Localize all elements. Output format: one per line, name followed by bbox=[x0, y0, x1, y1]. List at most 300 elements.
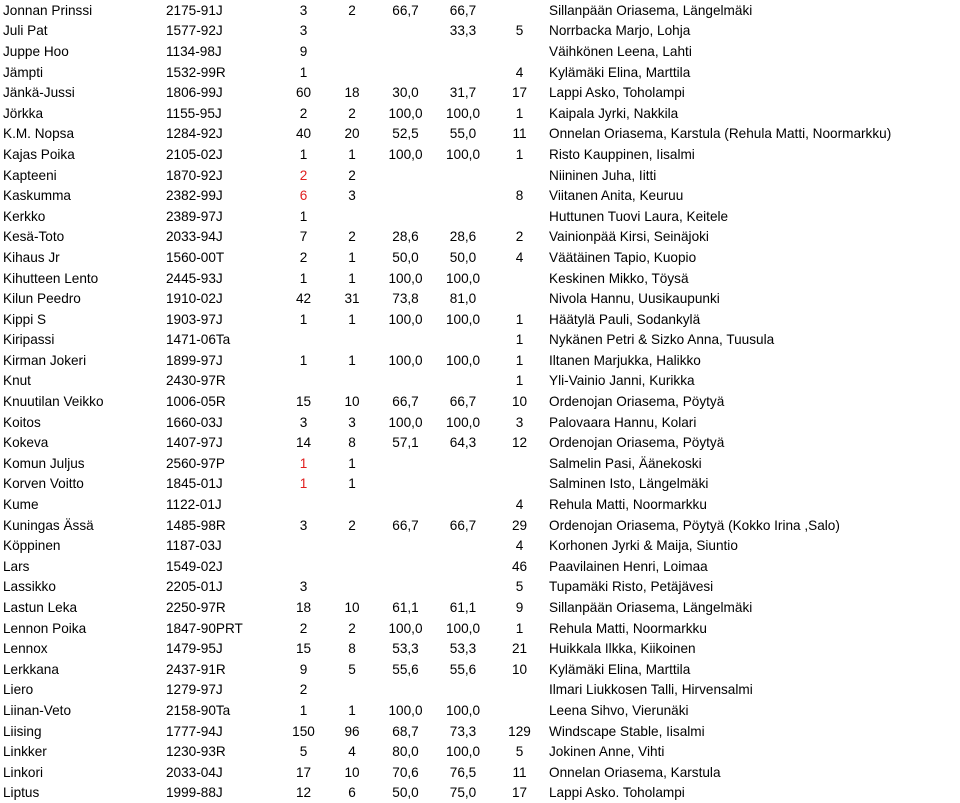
count-cell-3: 1 bbox=[515, 352, 524, 368]
registration-cell: 1187-03J bbox=[166, 538, 222, 554]
count-cell-3 bbox=[492, 474, 547, 495]
count-cell-2: 1 bbox=[348, 476, 356, 492]
owner-cell: Salmelin Pasi, Äänekoski bbox=[549, 455, 702, 471]
owner-cell: Nykänen Petri & Sizko Anna, Tuusula bbox=[549, 332, 775, 348]
percent-cell: 50,0 bbox=[392, 785, 419, 801]
registration-cell: 1134-98J bbox=[166, 43, 222, 59]
owner-cell: Ordenojan Oriasema, Pöytyä (Kokko Irina ,Salo) bbox=[549, 517, 840, 533]
owner-cell: Paavilainen Henri, Loimaa bbox=[549, 558, 708, 574]
count-cell: 1 bbox=[299, 455, 308, 471]
registration-cell: 2382-99J bbox=[166, 188, 223, 204]
count-cell-2: 1 bbox=[348, 249, 356, 265]
owner-cell: Palovaara Hannu, Kolari bbox=[549, 414, 697, 430]
registration-cell: 2033-04J bbox=[166, 764, 223, 780]
count-cell-3: 4 bbox=[515, 64, 524, 80]
horse-name-cell: Kaskumma bbox=[3, 188, 71, 204]
percent-cell-2: 55,6 bbox=[449, 661, 477, 677]
percent-cell: 100,0 bbox=[388, 270, 423, 286]
percent-cell-2: 100,0 bbox=[445, 702, 481, 718]
registration-cell: 1407-97J bbox=[166, 435, 223, 451]
table-row bbox=[0, 680, 960, 701]
percent-cell-2: 28,6 bbox=[449, 229, 477, 245]
registration-cell: 1899-97J bbox=[166, 352, 223, 368]
owner-cell: Ordenojan Oriasema, Pöytyä bbox=[549, 435, 725, 451]
table-row bbox=[0, 597, 960, 618]
percent-cell-2: 64,3 bbox=[449, 435, 477, 451]
count-cell-2 bbox=[327, 494, 377, 515]
table-row bbox=[0, 227, 960, 248]
horse-name-cell: Juli Pat bbox=[3, 23, 48, 39]
count-cell-3 bbox=[492, 700, 547, 721]
percent-cell bbox=[377, 556, 434, 577]
count-cell-3 bbox=[492, 41, 547, 62]
owner-cell: Korhonen Jyrki & Maija, Siuntio bbox=[549, 538, 738, 554]
registration-cell: 1806-99J bbox=[166, 85, 223, 101]
count-cell-3 bbox=[492, 268, 547, 289]
horse-name-cell: Jämpti bbox=[3, 64, 44, 80]
horse-name-cell: Jänkä-Jussi bbox=[3, 85, 75, 101]
percent-cell-2 bbox=[434, 371, 492, 392]
table-row bbox=[0, 453, 960, 474]
count-cell-2 bbox=[327, 577, 377, 598]
count-cell-3: 1 bbox=[515, 146, 524, 162]
count-cell-3: 3 bbox=[515, 414, 524, 430]
percent-cell bbox=[377, 535, 434, 556]
count-cell: 9 bbox=[299, 43, 308, 59]
count-cell: 15 bbox=[295, 394, 312, 410]
registration-cell: 2560-97P bbox=[166, 455, 225, 471]
registration-cell: 2430-97R bbox=[166, 373, 226, 389]
horse-name-cell: Kokeva bbox=[3, 435, 49, 451]
count-cell-2 bbox=[327, 371, 377, 392]
percent-cell-2: 100,0 bbox=[445, 744, 481, 760]
horse-name-cell: Knut bbox=[3, 373, 31, 389]
count-cell: 1 bbox=[299, 311, 308, 327]
count-cell-2 bbox=[327, 330, 377, 351]
owner-cell: Ilmari Liukkosen Talli, Hirvensalmi bbox=[549, 682, 753, 698]
percent-cell-2: 100,0 bbox=[445, 146, 481, 162]
owner-cell: Nivola Hannu, Uusikaupunki bbox=[549, 291, 720, 307]
table-row bbox=[0, 700, 960, 721]
count-cell-2: 10 bbox=[344, 394, 360, 410]
owner-cell: Tupamäki Risto, Petäjävesi bbox=[549, 579, 714, 595]
percent-cell-2: 55,0 bbox=[449, 126, 477, 142]
percent-cell-2: 100,0 bbox=[445, 414, 481, 430]
percent-cell-2: 53,3 bbox=[449, 641, 477, 657]
count-cell-3: 129 bbox=[508, 723, 531, 739]
percent-cell-2: 73,3 bbox=[449, 723, 477, 739]
count-cell-3: 10 bbox=[511, 394, 528, 410]
registration-cell: 2445-93J bbox=[166, 270, 223, 286]
percent-cell: 73,8 bbox=[392, 291, 419, 307]
registration-cell: 1577-92J bbox=[166, 23, 223, 39]
percent-cell-2 bbox=[434, 577, 492, 598]
horse-name-cell: Jörkka bbox=[3, 105, 44, 121]
count-cell-3: 1 bbox=[515, 332, 524, 348]
percent-cell-2: 50,0 bbox=[449, 249, 477, 265]
count-cell: 6 bbox=[299, 188, 308, 204]
percent-cell bbox=[377, 206, 434, 227]
count-cell-3: 5 bbox=[515, 744, 524, 760]
percent-cell: 52,5 bbox=[392, 126, 419, 142]
count-cell-2 bbox=[327, 535, 377, 556]
percent-cell-2: 75,0 bbox=[449, 785, 477, 801]
table-row bbox=[0, 185, 960, 206]
percent-cell-2 bbox=[434, 535, 492, 556]
table-row bbox=[0, 535, 960, 556]
count-cell: 2 bbox=[299, 249, 308, 265]
count-cell: 17 bbox=[295, 764, 312, 780]
table-row bbox=[0, 638, 960, 659]
owner-cell: Niininen Juha, Iitti bbox=[549, 167, 657, 183]
table-row bbox=[0, 432, 960, 453]
registration-cell: 1845-01J bbox=[166, 476, 223, 492]
table-row bbox=[0, 391, 960, 412]
horse-name-cell: Liinan-Veto bbox=[3, 702, 72, 718]
table-row bbox=[0, 165, 960, 186]
count-cell-3: 2 bbox=[515, 229, 524, 245]
table-row bbox=[0, 762, 960, 783]
count-cell-2: 5 bbox=[348, 661, 356, 677]
count-cell-2: 2 bbox=[348, 105, 356, 121]
horse-name-cell: Liero bbox=[3, 682, 34, 698]
horse-name-cell: Kihaus Jr bbox=[3, 249, 60, 265]
percent-cell bbox=[377, 41, 434, 62]
count-cell-2: 3 bbox=[348, 188, 356, 204]
horse-name-cell: Kajas Poika bbox=[3, 146, 75, 162]
count-cell-3: 5 bbox=[515, 579, 524, 595]
count-cell-3: 29 bbox=[511, 517, 528, 533]
count-cell-3: 17 bbox=[511, 85, 528, 101]
count-cell-3 bbox=[492, 453, 547, 474]
registration-cell: 2158-90Ta bbox=[166, 702, 231, 718]
percent-cell-2 bbox=[434, 680, 492, 701]
horse-name-cell: Kilun Peedro bbox=[3, 291, 81, 307]
count-cell: 2 bbox=[299, 682, 308, 698]
count-cell-2: 1 bbox=[348, 455, 356, 471]
percent-cell: 30,0 bbox=[392, 85, 419, 101]
percent-cell bbox=[377, 165, 434, 186]
horse-name-cell: Juppe Hoo bbox=[3, 43, 69, 59]
table-row bbox=[0, 144, 960, 165]
percent-cell-2 bbox=[434, 556, 492, 577]
owner-cell: Keskinen Mikko, Töysä bbox=[549, 270, 689, 286]
table-row bbox=[0, 103, 960, 124]
percent-cell bbox=[377, 680, 434, 701]
percent-cell-2: 66,7 bbox=[449, 394, 477, 410]
percent-cell-2 bbox=[434, 41, 492, 62]
owner-cell: Norrbacka Marjo, Lohja bbox=[549, 23, 691, 39]
count-cell-2: 8 bbox=[348, 641, 356, 657]
count-cell-2: 4 bbox=[348, 744, 356, 760]
percent-cell: 100,0 bbox=[388, 414, 423, 430]
count-cell: 40 bbox=[295, 126, 312, 142]
registration-cell: 1777-94J bbox=[166, 723, 223, 739]
horse-name-cell: Komun Juljus bbox=[3, 455, 85, 471]
count-cell-2: 2 bbox=[348, 2, 356, 18]
count-cell: 1 bbox=[299, 352, 308, 368]
count-cell bbox=[280, 371, 327, 392]
owner-cell: Häätylä Pauli, Sodankylä bbox=[549, 311, 701, 327]
owner-cell: Windscape Stable, Iisalmi bbox=[549, 723, 705, 739]
count-cell-3: 12 bbox=[511, 435, 528, 451]
registration-cell: 2175-91J bbox=[166, 2, 223, 18]
table-row bbox=[0, 741, 960, 762]
percent-cell: 50,0 bbox=[392, 249, 419, 265]
count-cell-2: 1 bbox=[348, 146, 356, 162]
count-cell-2: 1 bbox=[348, 352, 356, 368]
count-cell-2: 10 bbox=[344, 600, 360, 616]
registration-cell: 1660-03J bbox=[166, 414, 223, 430]
count-cell-3 bbox=[492, 206, 547, 227]
percent-cell bbox=[377, 371, 434, 392]
owner-cell: Lappi Asko, Toholampi bbox=[549, 85, 685, 101]
table-row bbox=[0, 41, 960, 62]
table-row bbox=[0, 721, 960, 742]
percent-cell-2 bbox=[434, 474, 492, 495]
percent-cell: 66,7 bbox=[392, 394, 419, 410]
registration-cell: 2250-97R bbox=[166, 600, 226, 616]
count-cell-3 bbox=[492, 680, 547, 701]
owner-cell: Onnelan Oriasema, Karstula bbox=[549, 764, 721, 780]
count-cell-2: 8 bbox=[348, 435, 356, 451]
percent-cell: 100,0 bbox=[388, 352, 423, 368]
owner-cell: Väihkönen Leena, Lahti bbox=[549, 43, 692, 59]
registration-cell: 1910-02J bbox=[166, 291, 223, 307]
percent-cell-2 bbox=[434, 453, 492, 474]
count-cell: 2 bbox=[299, 105, 308, 121]
registration-cell: 1485-98R bbox=[166, 517, 226, 533]
count-cell-2: 10 bbox=[344, 764, 360, 780]
count-cell-2: 3 bbox=[348, 414, 356, 430]
percent-cell bbox=[377, 330, 434, 351]
percent-cell: 61,1 bbox=[392, 600, 419, 616]
count-cell bbox=[280, 330, 327, 351]
owner-cell: Kaipala Jyrki, Nakkila bbox=[549, 105, 679, 121]
owner-cell: Rehula Matti, Noormarkku bbox=[549, 497, 707, 513]
horse-name-cell: Lennox bbox=[3, 641, 48, 657]
table-row bbox=[0, 371, 960, 392]
owner-cell: Rehula Matti, Noormarkku bbox=[549, 620, 707, 636]
percent-cell-2: 33,3 bbox=[449, 23, 477, 39]
count-cell: 3 bbox=[299, 579, 308, 595]
table-row bbox=[0, 206, 960, 227]
count-cell-3: 11 bbox=[512, 126, 527, 142]
percent-cell-2: 66,7 bbox=[449, 517, 477, 533]
percent-cell: 100,0 bbox=[388, 105, 423, 121]
table-row bbox=[0, 21, 960, 42]
count-cell-3 bbox=[492, 165, 547, 186]
percent-cell: 100,0 bbox=[388, 702, 423, 718]
count-cell-3: 4 bbox=[515, 249, 524, 265]
percent-cell bbox=[377, 185, 434, 206]
horse-name-cell: Kiripassi bbox=[3, 332, 55, 348]
count-cell-3: 4 bbox=[515, 497, 524, 513]
table-row bbox=[0, 330, 960, 351]
registration-cell: 2205-01J bbox=[166, 579, 223, 595]
registration-cell: 1284-92J bbox=[166, 126, 223, 142]
percent-cell: 68,7 bbox=[392, 723, 419, 739]
registration-cell: 1006-05R bbox=[166, 394, 226, 410]
count-cell: 1 bbox=[299, 702, 308, 718]
owner-cell: Risto Kauppinen, Iisalmi bbox=[549, 146, 695, 162]
count-cell-2: 6 bbox=[348, 785, 356, 801]
table-row bbox=[0, 0, 960, 21]
registration-cell: 2389-97J bbox=[166, 208, 223, 224]
count-cell-2: 2 bbox=[348, 229, 356, 245]
registration-cell: 1549-02J bbox=[166, 558, 223, 574]
percent-cell: 100,0 bbox=[388, 146, 423, 162]
percent-cell-2: 81,0 bbox=[449, 291, 477, 307]
percent-cell-2: 100,0 bbox=[445, 352, 481, 368]
count-cell-2: 1 bbox=[348, 311, 356, 327]
horse-name-cell: K.M. Nopsa bbox=[3, 126, 75, 142]
count-cell: 3 bbox=[299, 2, 308, 18]
horse-name-cell: Koitos bbox=[3, 414, 41, 430]
table-row bbox=[0, 82, 960, 103]
registration-cell: 2437-91R bbox=[166, 661, 226, 677]
percent-cell: 55,6 bbox=[392, 661, 419, 677]
horse-name-cell: Korven Voitto bbox=[3, 476, 84, 492]
count-cell-3 bbox=[492, 0, 547, 21]
horse-name-cell: Liptus bbox=[3, 785, 40, 801]
percent-cell-2 bbox=[434, 62, 492, 83]
owner-cell: Ordenojan Oriasema, Pöytyä bbox=[549, 394, 725, 410]
horse-name-cell: Lars bbox=[3, 558, 30, 574]
count-cell-3: 21 bbox=[511, 641, 528, 657]
owner-cell: Huikkala Ilkka, Kiikoinen bbox=[549, 641, 696, 657]
percent-cell-2: 66,7 bbox=[449, 2, 477, 18]
count-cell-3: 1 bbox=[515, 105, 524, 121]
horse-name-cell: Lerkkana bbox=[3, 661, 59, 677]
horse-name-cell: Kapteeni bbox=[3, 167, 57, 183]
table-row bbox=[0, 268, 960, 289]
count-cell-2: 1 bbox=[348, 270, 356, 286]
count-cell: 7 bbox=[299, 229, 308, 245]
count-cell-2 bbox=[327, 556, 377, 577]
registration-cell: 1532-99R bbox=[166, 64, 226, 80]
owner-cell: Yli-Vainio Janni, Kurikka bbox=[549, 373, 695, 389]
count-cell-3: 9 bbox=[515, 600, 524, 616]
percent-cell: 57,1 bbox=[392, 435, 419, 451]
owner-cell: Sillanpään Oriasema, Längelmäki bbox=[549, 2, 753, 18]
percent-cell: 100,0 bbox=[388, 620, 423, 636]
horse-name-cell: Kerkko bbox=[3, 208, 46, 224]
count-cell-3: 17 bbox=[511, 785, 528, 801]
count-cell: 60 bbox=[295, 85, 312, 101]
percent-cell bbox=[377, 21, 434, 42]
count-cell-3: 1 bbox=[515, 311, 524, 327]
horse-name-cell: Kirman Jokeri bbox=[3, 352, 87, 368]
count-cell-2 bbox=[327, 21, 377, 42]
percent-cell: 70,6 bbox=[392, 764, 419, 780]
owner-cell: Salminen Isto, Längelmäki bbox=[549, 476, 709, 492]
percent-cell-2 bbox=[434, 494, 492, 515]
horse-name-cell: Linkori bbox=[3, 764, 44, 780]
percent-cell-2: 31,7 bbox=[449, 85, 477, 101]
table-row bbox=[0, 577, 960, 598]
count-cell-2 bbox=[327, 41, 377, 62]
count-cell-3: 1 bbox=[515, 620, 524, 636]
percent-cell-2: 100,0 bbox=[445, 270, 481, 286]
registration-cell: 2105-02J bbox=[166, 146, 223, 162]
registration-cell: 1122-01J bbox=[166, 497, 222, 513]
count-cell: 3 bbox=[299, 414, 308, 430]
count-cell-2: 2 bbox=[348, 620, 356, 636]
count-cell-3: 46 bbox=[511, 558, 528, 574]
count-cell-3 bbox=[492, 288, 547, 309]
percent-cell bbox=[377, 474, 434, 495]
owner-cell: Lappi Asko. Toholampi bbox=[549, 785, 685, 801]
percent-cell bbox=[377, 494, 434, 515]
count-cell: 1 bbox=[299, 270, 308, 286]
count-cell: 3 bbox=[299, 517, 308, 533]
table-row bbox=[0, 515, 960, 536]
percent-cell-2: 76,5 bbox=[449, 764, 477, 780]
registration-cell: 1999-88J bbox=[166, 785, 223, 801]
registration-cell: 1230-93R bbox=[166, 744, 226, 760]
count-cell: 12 bbox=[295, 785, 312, 801]
count-cell: 1 bbox=[299, 146, 308, 162]
registration-cell: 2033-94J bbox=[166, 229, 223, 245]
horse-name-cell: Kesä-Toto bbox=[3, 229, 65, 245]
count-cell-3: 5 bbox=[515, 23, 524, 39]
count-cell bbox=[280, 556, 327, 577]
owner-cell: Sillanpään Oriasema, Längelmäki bbox=[549, 600, 753, 616]
horse-name-cell: Lassikko bbox=[3, 579, 56, 595]
count-cell-3: 8 bbox=[515, 188, 524, 204]
registration-cell: 1479-95J bbox=[166, 641, 223, 657]
horse-name-cell: Kippi S bbox=[3, 311, 47, 327]
count-cell: 5 bbox=[299, 744, 308, 760]
percent-cell: 28,6 bbox=[392, 229, 419, 245]
count-cell-2: 96 bbox=[344, 723, 360, 739]
table-row bbox=[0, 783, 960, 803]
horse-name-cell: Jonnan Prinssi bbox=[3, 2, 93, 18]
percent-cell bbox=[377, 62, 434, 83]
count-cell: 42 bbox=[295, 291, 312, 307]
horse-name-cell: Lastun Leka bbox=[3, 600, 78, 616]
table-row bbox=[0, 124, 960, 145]
count-cell: 2 bbox=[299, 167, 308, 183]
owner-cell: Viitanen Anita, Keuruu bbox=[549, 188, 684, 204]
count-cell-2: 2 bbox=[348, 167, 356, 183]
owner-cell: Väätäinen Tapio, Kuopio bbox=[549, 249, 697, 265]
horse-name-cell: Linkker bbox=[3, 744, 47, 760]
count-cell-3: 1 bbox=[515, 373, 524, 389]
count-cell-2 bbox=[327, 680, 377, 701]
percent-cell-2: 100,0 bbox=[445, 311, 481, 327]
count-cell-2: 31 bbox=[344, 291, 360, 307]
horse-name-cell: Knuutilan Veikko bbox=[3, 394, 104, 410]
registration-cell: 1279-97J bbox=[166, 682, 223, 698]
horse-name-cell: Kume bbox=[3, 497, 39, 513]
owner-cell: Iltanen Marjukka, Halikko bbox=[549, 352, 701, 368]
percent-cell-2: 100,0 bbox=[445, 105, 481, 121]
count-cell-2 bbox=[327, 206, 377, 227]
percent-cell bbox=[377, 453, 434, 474]
percent-cell: 66,7 bbox=[392, 517, 419, 533]
percent-cell: 100,0 bbox=[388, 311, 423, 327]
count-cell bbox=[280, 494, 327, 515]
registration-cell: 1560-00T bbox=[166, 249, 225, 265]
count-cell-3: 4 bbox=[515, 538, 524, 554]
percent-cell-2: 100,0 bbox=[445, 620, 481, 636]
registration-cell: 1847-90PRT bbox=[166, 620, 243, 636]
table-row bbox=[0, 62, 960, 83]
owner-cell: Leena Sihvo, Vierunäki bbox=[549, 702, 689, 718]
table-row bbox=[0, 412, 960, 433]
